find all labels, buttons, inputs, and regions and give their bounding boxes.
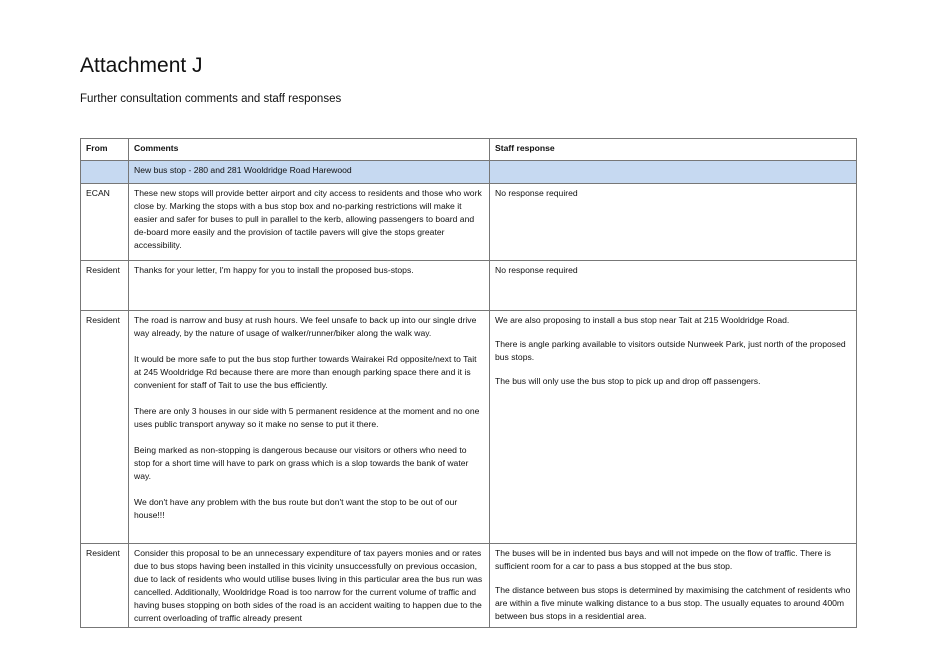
from-cell: Resident	[81, 261, 129, 311]
from-cell: Resident	[81, 544, 129, 628]
table-row	[81, 311, 857, 544]
from-cell: ECAN	[81, 184, 129, 261]
comments-cell: Consider this proposal to be an unnecessary expenditure of tax payers monies and or rates due to bus stops having been installed in this vicinity unsuccessfully on previous occasion, due to lack of residents who would utilise buses living in this particular area the bus run was cancelled. Additionally, Wooldridge Road is too narrow for the current volume of traffic and having buses stopping on both sides of the road is an accident waiting to happen due to the current overloading of traffic already present	[129, 544, 490, 628]
consultation-table	[80, 138, 857, 628]
from-cell: Resident	[81, 311, 129, 544]
header-comments: Comments	[129, 139, 490, 161]
response-cell: No response required	[490, 184, 857, 261]
comments-cell: These new stops will provide better airport and city access to residents and those who work close by. Marking the stops with a bus stop box and no-parking restrictions will make it easier and safer for buses to pull in parallel to the kerb, allowing passengers to board and de-board more easily and the provision of tactile pavers will give the stops greater accessibility.	[129, 184, 490, 261]
page-subtitle: Further consultation comments and staff responses	[80, 93, 342, 105]
section-title: New bus stop - 280 and 281 Wooldridge Road Harewood	[129, 161, 490, 184]
page-title: Attachment J	[80, 54, 203, 77]
section-row	[81, 161, 857, 184]
response-cell: No response required	[490, 261, 857, 311]
response-cell: We are also proposing to install a bus stop near Tait at 215 Wooldridge Road. There is angle parking available to visitors outside Nunweek Park, just north of the proposed bus stops. The bus will only use the bus stop to pick up and drop off passengers.	[490, 311, 857, 544]
table-row	[81, 184, 857, 261]
header-from: From	[81, 139, 129, 161]
comments-cell: Thanks for your letter, I'm happy for you to install the proposed bus-stops.	[129, 261, 490, 311]
header-staff-response: Staff response	[490, 139, 857, 161]
table-row	[81, 544, 857, 628]
table-header-row	[81, 139, 857, 161]
comments-cell: The road is narrow and busy at rush hours. We feel unsafe to back up into our single drive way already, by the nature of usage of walker/runner/biker along the walk way. It would be more safe to put the bus stop further towards Wairakei Rd opposite/next to Tait at 245 Wooldridge Rd because there are more than enough parking space there and it is convenient for staff of Tait to use the bus efficiently. There are only 3 houses in our side with 5 permanent residence at the moment and no one uses public transport anyway so it make no sense to put it there. Being marked as non-stopping is dangerous because our visitors or others who need to stop for a short time will have to park on grass which is a slop towards the bank of water way. We don't have any problem with the bus route but don't want the stop to be out of our house!!!	[129, 311, 490, 544]
response-cell: The buses will be in indented bus bays and will not impede on the flow of traffic. There is sufficient room for a car to pass a bus stopped at the bus stop. The distance between bus stops is determined by maximising the catchment of residents who are within a five minute walking distance to a bus stop. The usually equates to around 400m between bus stops in a residential area.	[490, 544, 857, 628]
table-row	[81, 261, 857, 311]
